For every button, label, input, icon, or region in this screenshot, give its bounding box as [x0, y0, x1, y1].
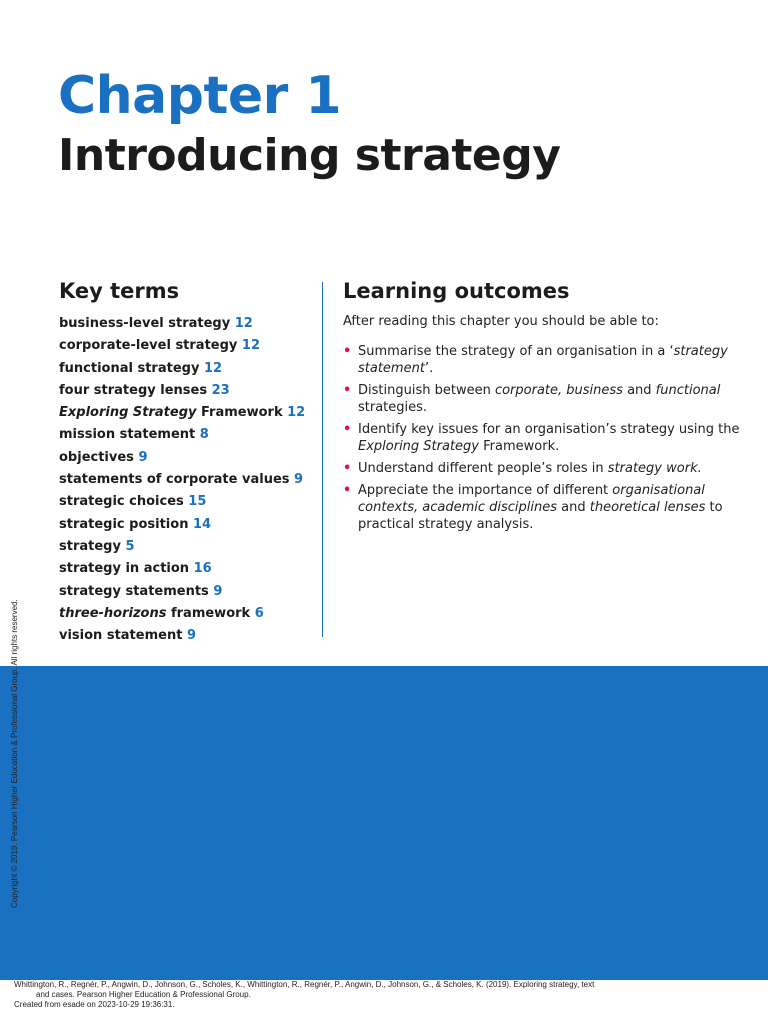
learning-outcomes-section [343, 279, 743, 538]
bullet-icon: • [343, 483, 352, 498]
key-term-page-number: 12 [241, 338, 261, 354]
key-term-text: strategy statements [59, 583, 214, 599]
bullet-icon: • [343, 461, 352, 476]
key-terms-list [59, 313, 309, 647]
learning-outcome-text: Summarise the strategy of an organisation in a ‘ [358, 344, 674, 359]
learning-outcome-text: corporate, business [494, 383, 623, 398]
key-term-item [59, 514, 309, 536]
bullet-icon: • [343, 422, 352, 437]
key-term-page-number: 12 [234, 316, 253, 331]
column-divider [322, 282, 323, 637]
bullet-icon: • [343, 344, 352, 359]
key-term-item [59, 603, 309, 625]
learning-outcome-text: strategy work. [607, 461, 702, 476]
learning-outcome-text: to practical strategy analysis. [358, 500, 723, 532]
key-term-item [59, 581, 309, 603]
key-term-text: vision statement [59, 628, 187, 644]
learning-outcome-text: Distinguish between [358, 383, 495, 398]
key-term-text: strategic choices [59, 494, 189, 510]
learning-outcome-text: strategy statement [358, 344, 728, 376]
key-term-page-number: 12 [203, 360, 223, 376]
learning-outcome-item [343, 482, 743, 533]
key-term-text: business-level strategy [59, 316, 235, 331]
key-term-text: framework [166, 605, 255, 621]
created-line: Created from esade on 2023-10-29 19:36:31. [14, 1000, 175, 1009]
key-term-text: Framework [196, 405, 288, 421]
key-term-text: strategy [59, 538, 126, 554]
key-term-item [59, 335, 309, 357]
decorative-blue-band [0, 666, 768, 980]
key-term-text: statements of corporate values [59, 472, 295, 488]
learning-outcome-text: Exploring Strategy [358, 439, 480, 454]
key-term-item [59, 558, 309, 580]
key-term-text: strategic position [59, 516, 193, 532]
key-term-item [59, 536, 309, 558]
key-term-text: three-horizons [59, 605, 167, 621]
key-term-text: four strategy lenses [59, 382, 212, 398]
key-term-text: objectives [59, 449, 139, 465]
key-terms-heading: Key terms [59, 279, 180, 303]
learning-outcomes-heading: Learning outcomes [343, 279, 570, 303]
bullet-icon: • [343, 383, 352, 398]
learning-outcome-text: organisational contexts, academic disciplines [358, 483, 705, 515]
key-term-page-number: 9 [294, 472, 304, 488]
key-term-page-number: 23 [211, 382, 230, 398]
key-term-page-number: 16 [193, 561, 212, 577]
key-term-item [59, 380, 309, 402]
learning-outcome-text: and [622, 383, 656, 398]
key-terms-section [59, 279, 309, 647]
key-term-item [59, 313, 309, 335]
key-term-item [59, 469, 309, 491]
citation-line: and cases. Pearson Higher Education & Professional Group. [36, 990, 251, 999]
key-term-text: Exploring Strategy [59, 405, 197, 421]
learning-outcome-text: Appreciate the importance of different [358, 483, 613, 498]
citation-line: Whittington, R., Regnér, P., Angwin, D., Johnson, G., Scholes, K., Whittington, R., Regnér, P., Angwin, D., Johnson, G., & Scholes, K. (2019). Exploring strategy, text [14, 980, 595, 989]
key-term-item [59, 402, 309, 424]
key-term-page-number: 9 [186, 628, 196, 644]
learning-outcomes-intro: After reading this chapter you should be able to: [343, 314, 659, 329]
chapter-title: Introducing strategy [58, 130, 561, 181]
key-term-text: mission statement [59, 427, 200, 443]
key-term-text: corporate-level strategy [59, 338, 242, 354]
key-term-page-number: 12 [287, 405, 306, 421]
learning-outcome-text: Framework. [479, 439, 560, 454]
learning-outcome-item [343, 343, 743, 377]
learning-outcome-item [343, 460, 743, 477]
key-term-page-number: 6 [254, 605, 264, 621]
copyright-notice: Copyright © 2019. Pearson Higher Education & Professional Group. All rights reserved. [10, 599, 19, 908]
learning-outcome-item [343, 382, 743, 416]
learning-outcome-text: theoretical lenses [589, 500, 706, 515]
learning-outcome-text: Identify key issues for an organisation’s strategy using the [358, 422, 740, 437]
learning-outcome-text: Understand different people’s roles in [358, 461, 608, 476]
learning-outcomes-list [343, 343, 743, 533]
key-term-page-number: 9 [138, 449, 148, 465]
learning-outcome-text: strategies. [358, 400, 428, 415]
key-term-page-number: 9 [213, 583, 223, 599]
key-term-text: functional strategy [59, 360, 204, 376]
key-term-page-number: 15 [188, 494, 207, 510]
key-term-item [59, 491, 309, 513]
key-term-item [59, 424, 309, 446]
learning-outcome-text: and [557, 500, 590, 515]
key-term-item [59, 625, 309, 647]
learning-outcome-text: ’. [424, 361, 434, 376]
learning-outcome-item [343, 421, 743, 455]
key-term-item [59, 447, 309, 469]
key-term-text: strategy in action [59, 561, 194, 577]
chapter-label: Chapter 1 [58, 66, 342, 126]
key-term-page-number: 8 [199, 427, 209, 443]
key-term-page-number: 14 [192, 516, 212, 532]
learning-outcome-text: functional [655, 383, 721, 398]
key-term-item [59, 358, 309, 380]
citation-footer [14, 980, 714, 1010]
key-term-page-number: 5 [125, 538, 135, 554]
